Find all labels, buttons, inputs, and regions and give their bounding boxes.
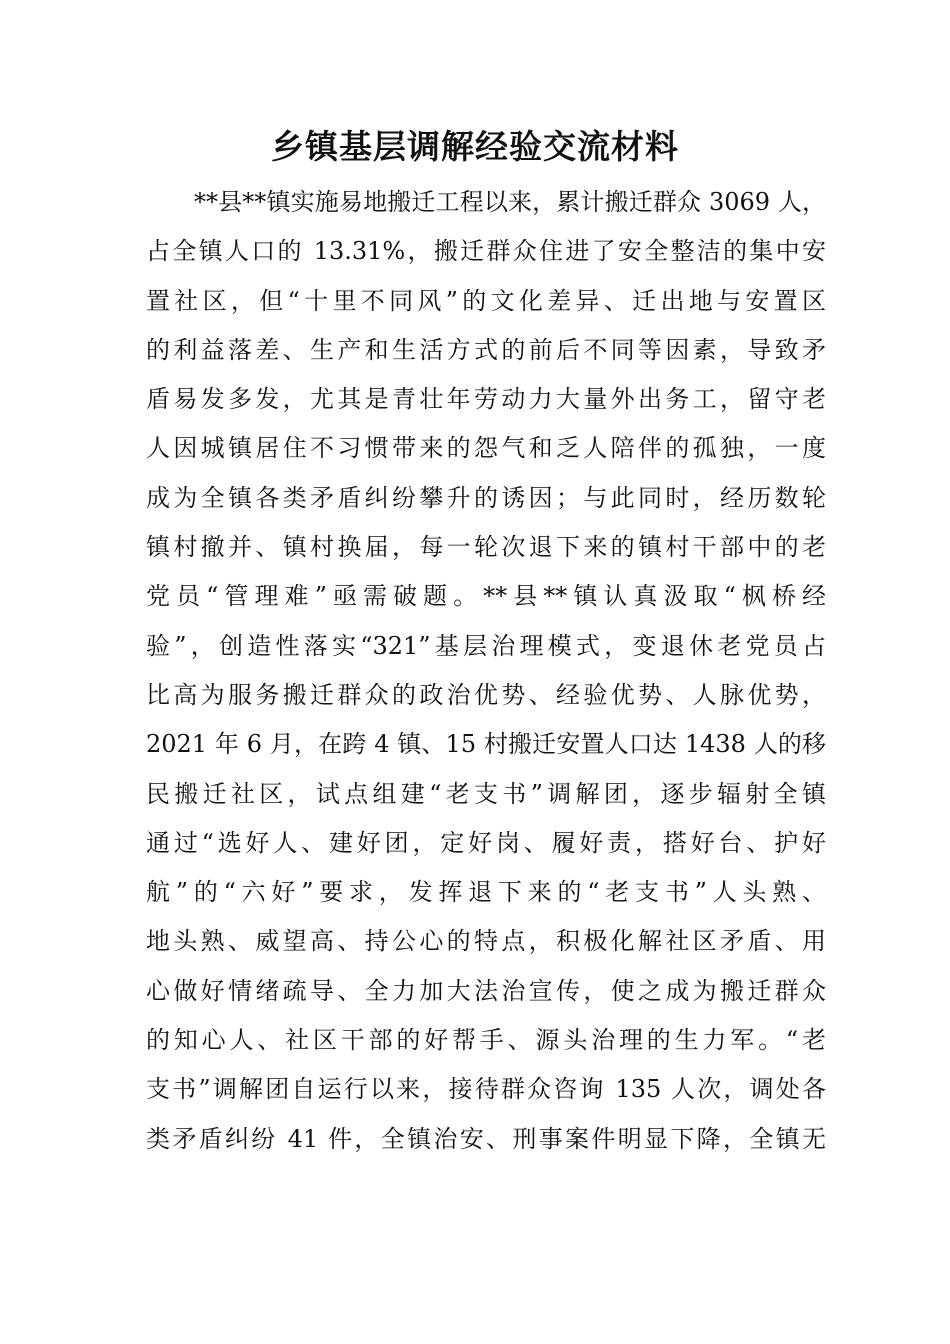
body-line: 验”，创造性落实“321”基层治理模式，变退休老党员占 bbox=[146, 631, 826, 660]
body-line: 地头熟、威望高、持公心的特点，积极化解社区矛盾、用 bbox=[146, 927, 826, 956]
body-line: **县**镇实施易地搬迁工程以来，累计搬迁群众 3069 人， bbox=[194, 188, 826, 216]
body-line: 置社区，但“十里不同风”的文化差异、迁出地与安置区 bbox=[146, 286, 826, 315]
body-line: 支书”调解团自运行以来，接待群众咨询 135 人次，调处各 bbox=[146, 1075, 826, 1104]
document-title: 乡镇基层调解经验交流材料 bbox=[271, 127, 679, 166]
body-line: 的知心人、社区干部的好帮手、源头治理的生力军。“老 bbox=[146, 1026, 826, 1055]
body-line: 占全镇人口的 13.31%，搬迁群众住进了安全整洁的集中安 bbox=[146, 237, 826, 266]
body-line: 类矛盾纠纷 41 件，全镇治安、刑事案件明显下降，全镇无 bbox=[146, 1124, 826, 1153]
body-line: 党员“管理难”亟需破题。**县**镇认真汲取“枫桥经 bbox=[146, 582, 826, 611]
body-line: 人因城镇居住不习惯带来的怨气和乏人陪伴的孤独，一度 bbox=[146, 434, 826, 463]
body-line: 航”的“六好”要求，发挥退下来的“老支书”人头熟、 bbox=[146, 878, 826, 907]
body-line: 通过“选好人、建好团，定好岗、履好责，搭好台、护好 bbox=[146, 828, 826, 857]
body-line: 民搬迁社区，试点组建“老支书”调解团，逐步辐射全镇 bbox=[146, 779, 826, 808]
body-line: 盾易发多发，尤其是青壮年劳动力大量外出务工，留守老 bbox=[146, 385, 826, 414]
body-line: 心做好情绪疏导、全力加大法治宣传，使之成为搬迁群众 bbox=[146, 976, 826, 1005]
document-body bbox=[146, 178, 826, 1164]
body-line: 成为全镇各类矛盾纠纷攀升的诱因；与此同时，经历数轮 bbox=[146, 483, 826, 512]
body-line: 2021 年 6 月，在跨 4 镇、15 村搬迁安置人口达 1438 人的移 bbox=[146, 730, 826, 759]
body-line: 镇村撤并、镇村换届，每一轮次退下来的镇村干部中的老 bbox=[146, 533, 826, 562]
body-line: 比高为服务搬迁群众的政治优势、经验优势、人脉优势， bbox=[146, 680, 826, 709]
body-line: 的利益落差、生产和生活方式的前后不同等因素，导致矛 bbox=[146, 335, 826, 364]
